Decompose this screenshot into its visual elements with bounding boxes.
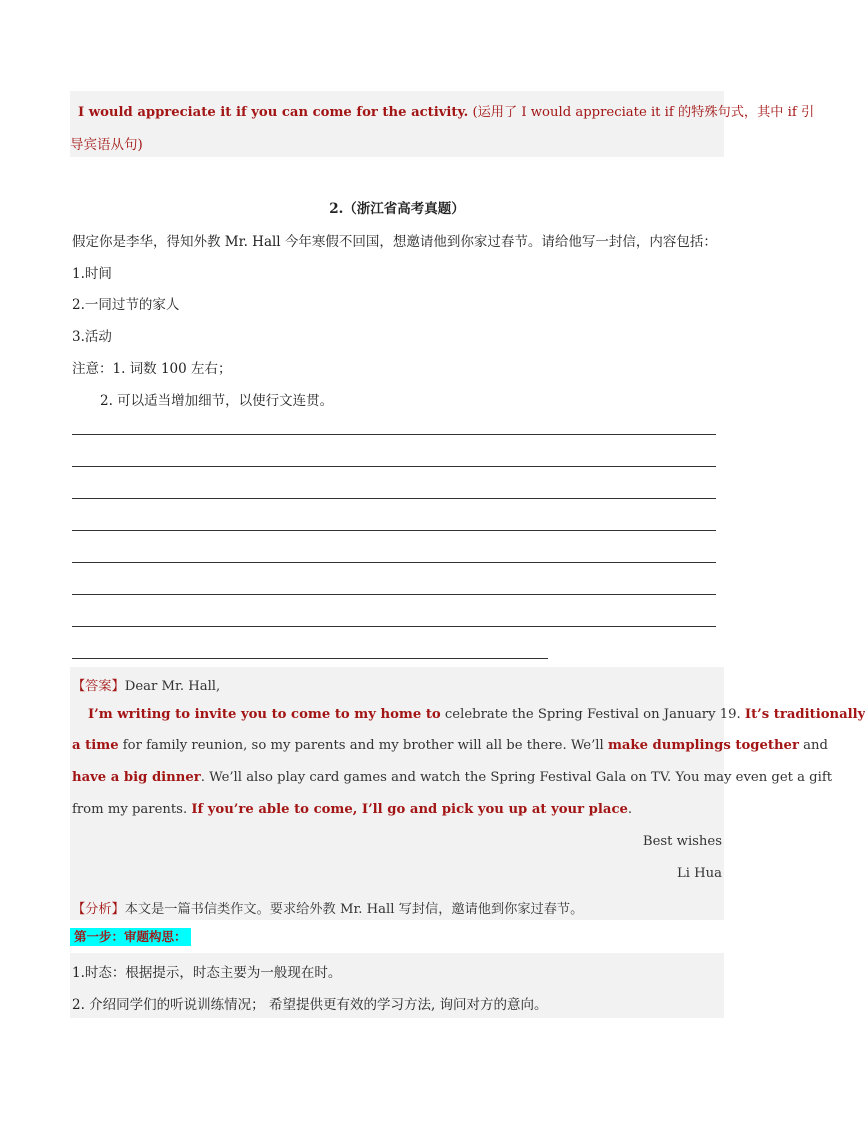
writing-line — [72, 594, 716, 595]
step1-block — [70, 953, 724, 1018]
step1-label: 第一步：审题构思： — [70, 928, 191, 946]
answer-tag: 【答案】 — [72, 679, 125, 694]
writing-line — [72, 562, 716, 563]
answer-line-3: have a big dinner. We’ll also play card games and watch the Spring Festival Gala on TV. You may even get a gift — [72, 770, 833, 785]
step1-line-1: 1.时态：根据提示，时态主要为一般现在时。 — [72, 965, 342, 981]
writing-line — [72, 466, 716, 467]
answer-block — [70, 667, 865, 920]
analysis-text: 本文是一篇书信类作文。要求给外教 Mr. Hall 写封信，邀请他到你家过春节。 — [124, 902, 584, 917]
note-details: 2. 可以适当增加细节，以使行文连贯。 — [100, 393, 334, 409]
answer-line-4: from my parents. If you’re able to come, I’ll go and pick you up at your place. — [72, 802, 633, 817]
question-heading: 2.（浙江省高考真题） — [329, 201, 465, 217]
signature: Li Hua — [676, 866, 722, 881]
answer-line-1: I’m writing to invite you to come to my home to celebrate the Spring Festival on January 19. It’s traditionally — [88, 707, 865, 722]
sample-sentence-bold: I would appreciate it if you can come for the activity. — [78, 105, 469, 120]
writing-line — [72, 434, 716, 435]
content-item-3: 3.活动 — [72, 329, 112, 345]
salutation: Dear Mr. Hall, — [124, 679, 221, 694]
writing-line-short — [72, 658, 548, 659]
analysis-tag: 【分析】 — [72, 902, 125, 917]
sample-sentence-note-cont: 导宾语从句) — [70, 137, 143, 153]
writing-line — [72, 626, 716, 627]
note-word-count: 注意：1. 词数 100 左右； — [72, 361, 232, 377]
sample-sentence-block — [70, 91, 815, 157]
writing-line — [72, 498, 716, 499]
content-item-1: 1.时间 — [72, 266, 112, 282]
analysis-line — [72, 898, 722, 917]
step1-line-2: 2. 介绍同学们的听说训练情况； 希望提供更有效的学习方法, 询问对方的意向。 — [72, 997, 548, 1013]
sample-sentence-line — [78, 101, 815, 120]
content-item-2: 2.一同过节的家人 — [72, 297, 180, 313]
writing-line — [72, 530, 716, 531]
closing: Best wishes — [642, 834, 722, 849]
answer-line-2: a time for family reunion, so my parents and my brother will all be there. We’ll make dumplings together and — [72, 738, 828, 753]
sample-sentence-note: (运用了 I would appreciate it if 的特殊句式，其中 if 引 — [468, 105, 815, 120]
answer-salutation-line — [72, 675, 722, 694]
question-prompt: 假定你是李华，得知外教 Mr. Hall 今年寒假不回国，想邀请他到你家过春节。请给他写一封信，内容包括： — [72, 234, 717, 250]
